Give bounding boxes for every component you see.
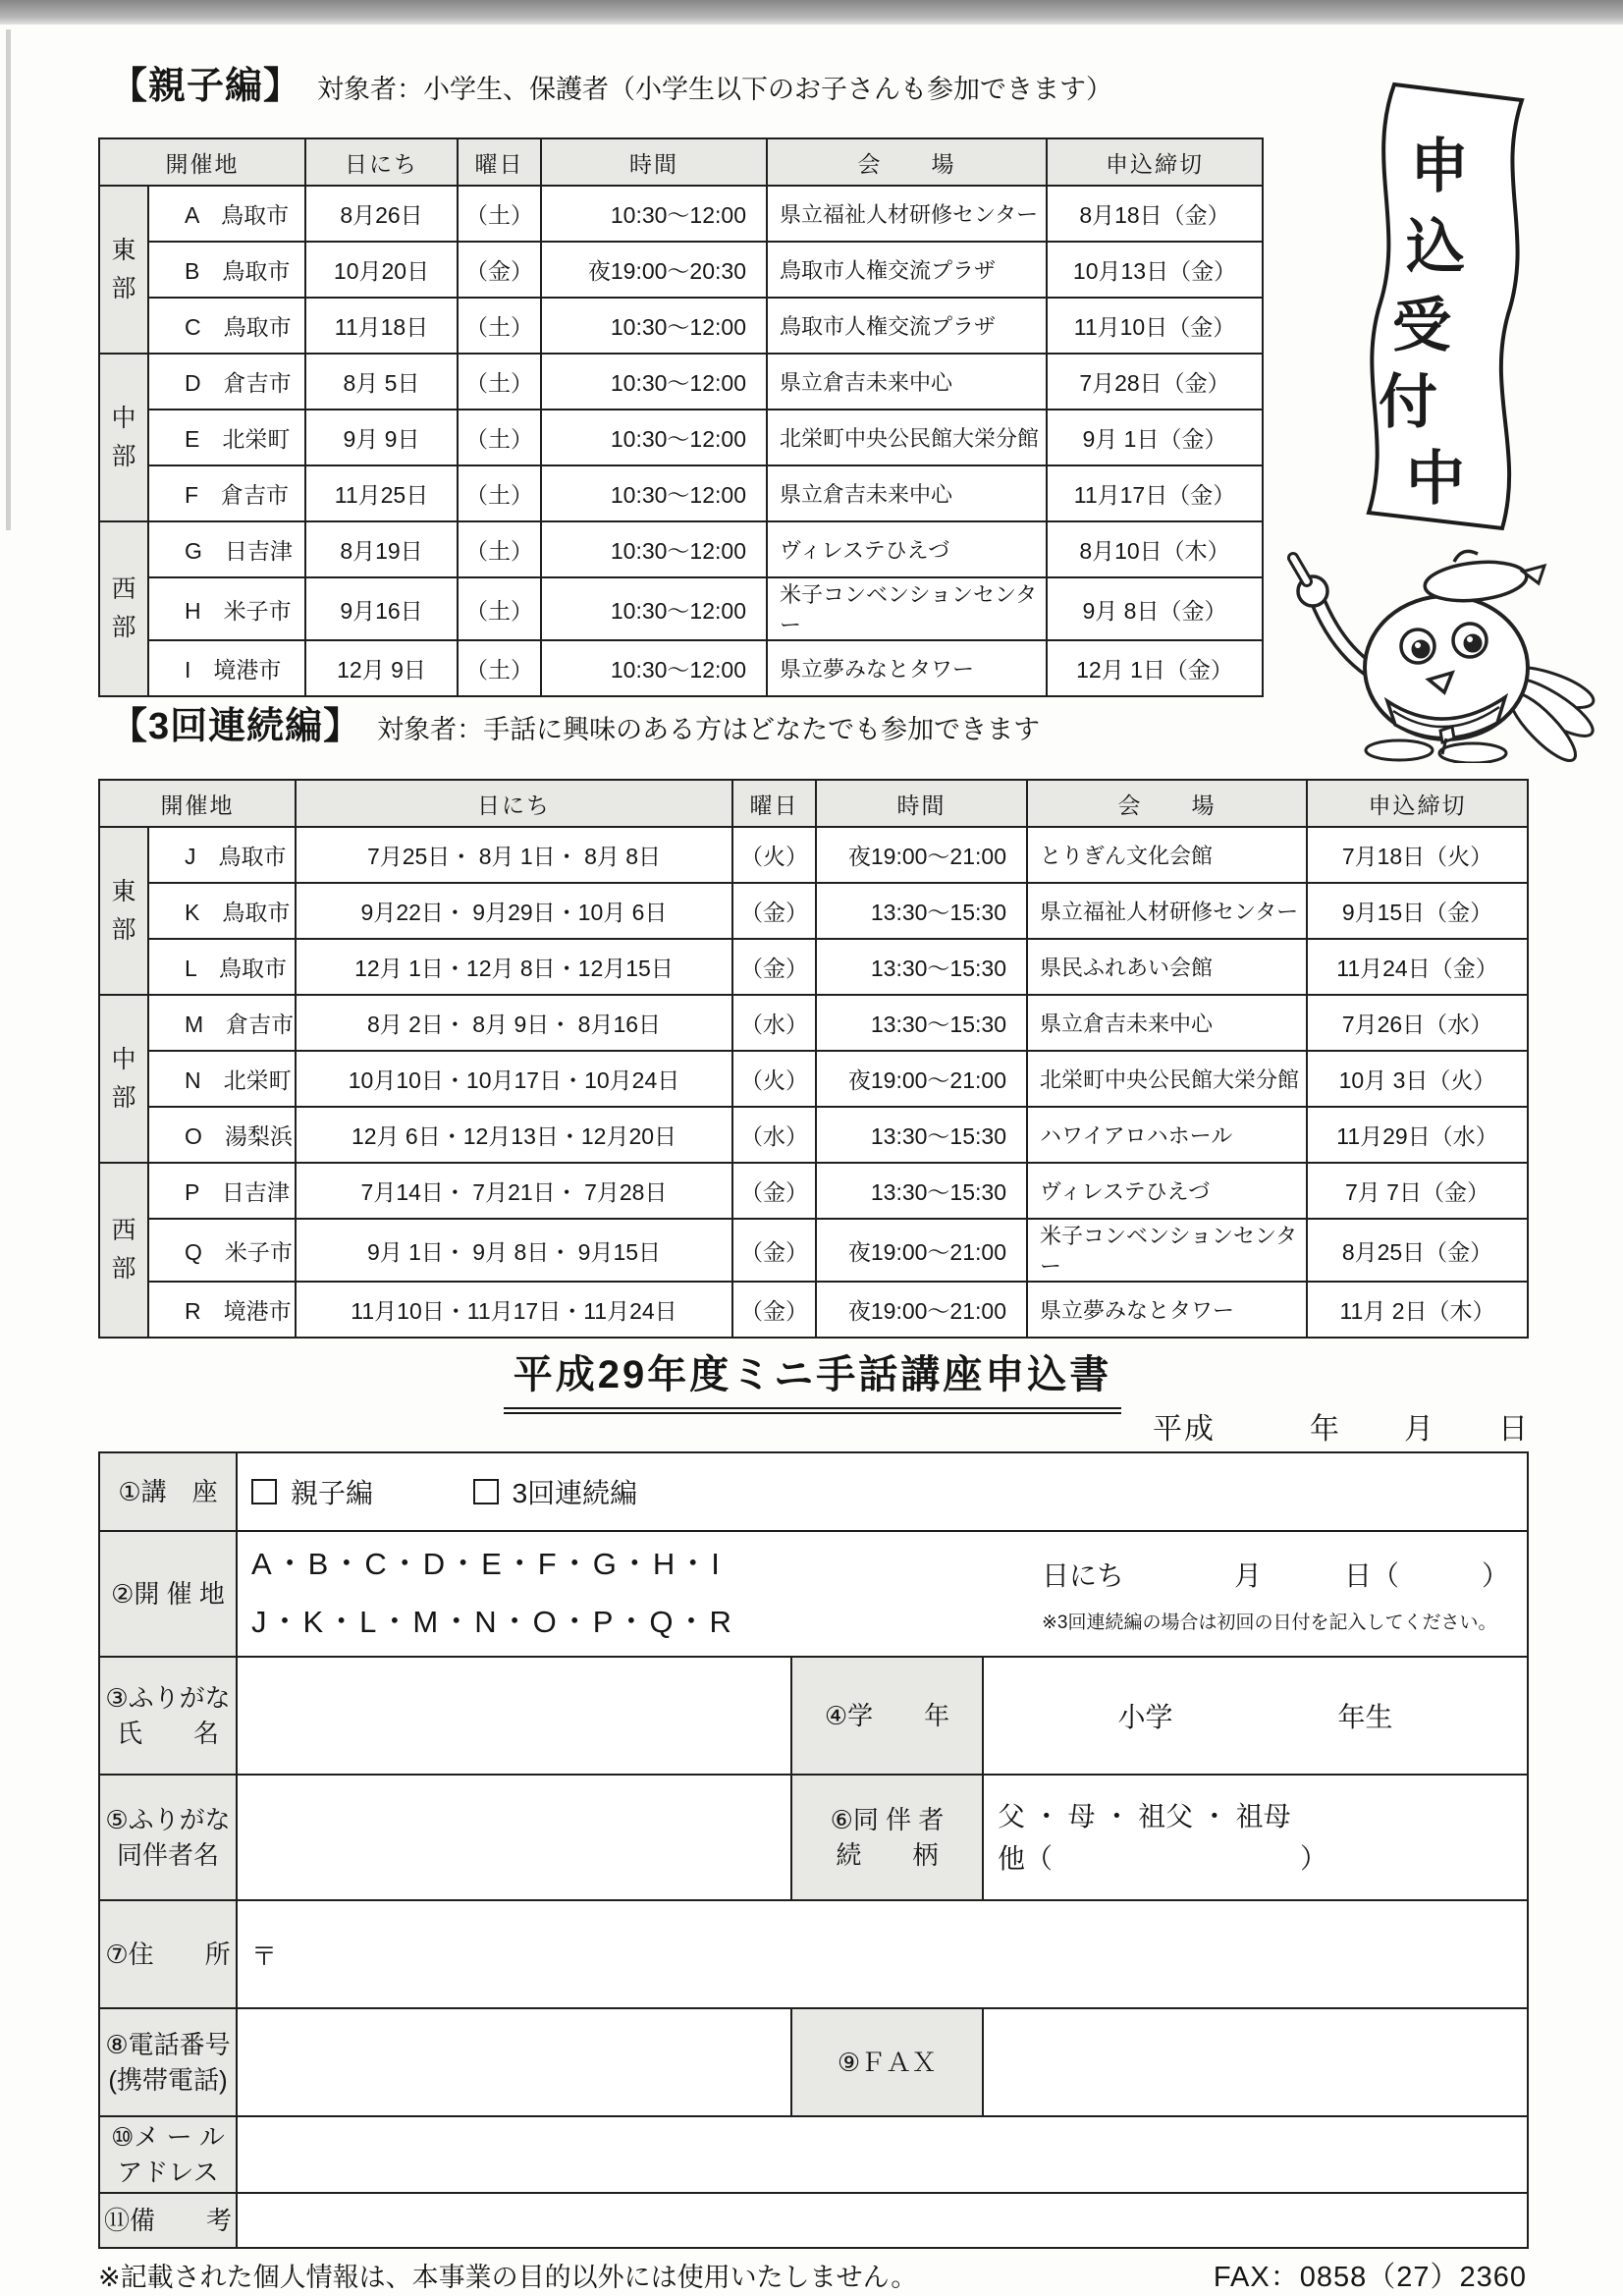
date-cell: 12月 1日・12月 8日・12月15日 <box>296 939 732 995</box>
grade-label: ④学 年 <box>791 1657 983 1775</box>
venue-cell: ヴィレステひえづ <box>767 521 1047 577</box>
place-cell: K 鳥取市 <box>148 883 296 939</box>
schedule-row <box>99 995 1528 1051</box>
region-label: 西 部 <box>99 521 148 696</box>
column-header: 日にち <box>305 138 458 186</box>
relation-options-line2: 他（ ） <box>998 1843 1328 1874</box>
venue-cell: 北栄町中央公民館大栄分館 <box>1027 1051 1307 1107</box>
column-header: 日にち <box>296 780 732 827</box>
weekday-cell: （水） <box>732 995 816 1051</box>
time-cell: 10:30～12:00 <box>541 577 767 640</box>
weekday-cell: （金） <box>732 1219 816 1282</box>
column-header: 曜日 <box>458 138 541 186</box>
weekday-cell: （水） <box>732 1107 816 1163</box>
form-row-companion <box>99 1775 1528 1900</box>
schedule-row <box>99 354 1263 410</box>
schedule-row <box>99 410 1263 465</box>
banner-char: 申 <box>1410 134 1469 199</box>
schedule-row <box>99 640 1263 696</box>
fax-label: ⑨ＦＡＸ <box>791 2008 983 2116</box>
venue-cell: 米子コンベンションセンター <box>1027 1219 1307 1282</box>
venue-cell: 北栄町中央公民館大栄分館 <box>767 410 1047 465</box>
deadline-cell: 10月 3日（火） <box>1307 1051 1528 1107</box>
address-input-cell[interactable] <box>237 1900 1528 2008</box>
phone-input-cell[interactable] <box>237 2008 791 2116</box>
column-header: 会 場 <box>767 138 1047 186</box>
column-header: 会 場 <box>1027 780 1307 827</box>
place-cell: G 日吉津 <box>148 521 305 577</box>
remarks-input-cell[interactable] <box>237 2193 1528 2248</box>
venue-cell: 県立倉吉未来中心 <box>767 465 1047 521</box>
location-letter-choices <box>251 1536 734 1652</box>
date-cell: 8月19日 <box>305 521 458 577</box>
deadline-cell: 10月13日（金） <box>1047 242 1263 298</box>
venue-cell: ヴィレステひえづ <box>1027 1163 1307 1219</box>
date-cell: 12月 6日・12月13日・12月20日 <box>296 1107 732 1163</box>
schedule-row <box>99 1051 1528 1107</box>
form-row-name <box>99 1657 1528 1775</box>
section-oyako-title: 【親子編】 <box>110 66 302 107</box>
place-cell: M 倉吉市 <box>148 995 296 1051</box>
form-row-email <box>99 2116 1528 2193</box>
footer <box>98 2255 1527 2295</box>
column-header: 開催地 <box>99 780 296 827</box>
deadline-cell: 11月10日（金） <box>1047 298 1263 354</box>
postal-mark: 〒 <box>251 1941 278 1971</box>
date-cell: 12月 9日 <box>305 640 458 696</box>
course-label: ①講 座 <box>99 1452 237 1531</box>
time-cell: 13:30～15:30 <box>816 995 1027 1051</box>
section-oyako-heading <box>110 55 1112 109</box>
form-date-line: 平成 年 月 日 <box>1153 1413 1530 1446</box>
venue-cell: 県民ふれあい会館 <box>1027 939 1307 995</box>
date-cell: 7月25日・ 8月 1日・ 8月 8日 <box>296 827 732 883</box>
renzoku-option-label: 3回連続編 <box>512 1478 638 1508</box>
deadline-cell: 9月 1日（金） <box>1047 410 1263 465</box>
weekday-cell: （金） <box>458 242 541 298</box>
time-cell: 10:30～12:00 <box>541 410 767 465</box>
place-cell: A 鳥取市 <box>148 186 305 242</box>
schedule-row <box>99 939 1528 995</box>
course-options-cell <box>237 1452 1528 1531</box>
banner-char: 受 <box>1392 293 1451 358</box>
time-cell: 13:30～15:30 <box>816 939 1027 995</box>
region-label: 中 部 <box>99 354 148 521</box>
deadline-cell: 7月28日（金） <box>1047 354 1263 410</box>
relation-options-cell <box>983 1775 1528 1900</box>
venue-cell: 鳥取市人権交流プラザ <box>767 242 1047 298</box>
deadline-cell: 11月 2日（木） <box>1307 1282 1528 1338</box>
form-title: 平成29年度ミニ手話講座申込書 <box>504 1343 1122 1414</box>
place-cell: D 倉吉市 <box>148 354 305 410</box>
schedule-row <box>99 298 1263 354</box>
region-label: 東 部 <box>99 827 148 995</box>
email-input-cell[interactable] <box>237 2116 1528 2193</box>
place-cell: B 鳥取市 <box>148 242 305 298</box>
location-date-line: 日にち 月 日（ ） <box>1042 1559 1510 1591</box>
date-cell: 8月 5日 <box>305 354 458 410</box>
time-cell: 13:30～15:30 <box>816 1163 1027 1219</box>
region-label: 中 部 <box>99 995 148 1163</box>
renzoku-schedule-table <box>98 779 1529 1339</box>
phone-label-line1: ⑧電話番号 <box>105 2029 231 2059</box>
date-cell: 11月18日 <box>305 298 458 354</box>
application-form <box>98 1451 1529 2249</box>
schedule-row <box>99 883 1528 939</box>
weekday-cell: （金） <box>732 1163 816 1219</box>
time-cell: 夜19:00～21:00 <box>816 1219 1027 1282</box>
location-options-cell <box>237 1531 1528 1657</box>
time-cell: 13:30～15:30 <box>816 883 1027 939</box>
weekday-cell: （土） <box>458 410 541 465</box>
schedule-row <box>99 242 1263 298</box>
venue-cell: ハワイアロハホール <box>1027 1107 1307 1163</box>
form-row-location <box>99 1531 1528 1657</box>
banner-char: 中 <box>1406 446 1465 512</box>
relation-label-line2: 続 柄 <box>836 1840 939 1870</box>
phone-label <box>99 2008 237 2116</box>
column-header: 時間 <box>816 780 1027 827</box>
venue-cell: 県立夢みなとタワー <box>1027 1282 1307 1338</box>
region-label: 西 部 <box>99 1163 148 1338</box>
companion-label <box>99 1775 237 1900</box>
venue-cell: 県立倉吉未来中心 <box>767 354 1047 410</box>
oyako-checkbox[interactable] <box>251 1479 277 1504</box>
place-cell: H 米子市 <box>148 577 305 640</box>
deadline-cell: 11月29日（水） <box>1307 1107 1528 1163</box>
phone-label-line2: (携帯電話) <box>108 2065 228 2095</box>
column-header: 曜日 <box>732 780 816 827</box>
name-input-cell[interactable] <box>237 1657 791 1775</box>
date-cell: 8月 2日・ 8月 9日・ 8月16日 <box>296 995 732 1051</box>
oyako-schedule-table <box>98 137 1264 697</box>
time-cell: 夜19:00～21:00 <box>816 827 1027 883</box>
venue-cell: とりぎん文化会館 <box>1027 827 1307 883</box>
place-cell: J 鳥取市 <box>148 827 296 883</box>
time-cell: 10:30～12:00 <box>541 186 767 242</box>
companion-furigana-label: ⑤ふりがな <box>105 1804 231 1834</box>
place-cell: F 倉吉市 <box>148 465 305 521</box>
name-kanji-label: 氏 名 <box>116 1719 219 1748</box>
date-cell: 7月14日・ 7月21日・ 7月28日 <box>296 1163 732 1219</box>
schedule-row <box>99 827 1528 883</box>
privacy-note: ※記載された個人情報は、本事業の目的以外には使用いたしません。 <box>98 2263 918 2292</box>
venue-cell: 県立夢みなとタワー <box>767 640 1047 696</box>
location-date-note: ※3回連続編の場合は初回の日付を記入してください。 <box>1042 1612 1497 1633</box>
email-label-line1: ⑩メ ー ル <box>111 2121 225 2152</box>
time-cell: 10:30～12:00 <box>541 465 767 521</box>
venue-cell: 米子コンベンションセンター <box>767 577 1047 640</box>
deadline-cell: 11月17日（金） <box>1047 465 1263 521</box>
place-cell: Q 米子市 <box>148 1219 296 1282</box>
weekday-cell: （土） <box>458 298 541 354</box>
weekday-cell: （土） <box>458 186 541 242</box>
section-renzoku-heading <box>110 695 1040 749</box>
date-cell: 11月10日・11月17日・11月24日 <box>296 1282 732 1338</box>
deadline-cell: 9月15日（金） <box>1307 883 1528 939</box>
date-cell: 9月16日 <box>305 577 458 640</box>
venue-cell: 県立倉吉未来中心 <box>1027 995 1307 1051</box>
column-header: 申込締切 <box>1307 780 1528 827</box>
place-cell: C 鳥取市 <box>148 298 305 354</box>
mascot-bird-illustration <box>1271 542 1600 763</box>
section-renzoku-subtitle: 対象者：手話に興味のある方はどなたでも参加できます <box>377 715 1041 744</box>
schedule-row <box>99 1163 1528 1219</box>
date-cell: 9月22日・ 9月29日・10月 6日 <box>296 883 732 939</box>
time-cell: 10:30～12:00 <box>541 640 767 696</box>
deadline-cell: 8月18日（金） <box>1047 186 1263 242</box>
deadline-cell: 9月 8日（金） <box>1047 577 1263 640</box>
email-label <box>99 2116 237 2193</box>
weekday-cell: （金） <box>732 883 816 939</box>
time-cell: 10:30～12:00 <box>541 298 767 354</box>
weekday-cell: （金） <box>732 939 816 995</box>
schedule-row <box>99 521 1263 577</box>
form-row-remarks <box>99 2193 1528 2248</box>
time-cell: 10:30～12:00 <box>541 521 767 577</box>
schedule-row <box>99 186 1263 242</box>
form-row-address <box>99 1900 1528 2008</box>
region-label: 東 部 <box>99 186 148 354</box>
address-label: ⑦住 所 <box>99 1900 237 2008</box>
email-label-line2: アドレス <box>117 2158 219 2187</box>
grade-value-cell[interactable]: 小学 年生 <box>983 1657 1528 1775</box>
weekday-cell: （火） <box>732 1051 816 1107</box>
venue-cell: 県立福祉人材研修センター <box>1027 883 1307 939</box>
remarks-label: ⑪備 考 <box>99 2193 237 2248</box>
time-cell: 13:30～15:30 <box>816 1107 1027 1163</box>
deadline-cell: 8月25日（金） <box>1307 1219 1528 1282</box>
name-label <box>99 1657 237 1775</box>
relation-label <box>791 1775 983 1900</box>
date-cell: 10月10日・10月17日・10月24日 <box>296 1051 732 1107</box>
fax-input-cell[interactable] <box>983 2008 1528 2116</box>
schedule-row <box>99 1107 1528 1163</box>
place-cell: R 境港市 <box>148 1282 296 1338</box>
fax-number: FAX：0858（27）2360 <box>1213 2262 1527 2293</box>
time-cell: 10:30～12:00 <box>541 354 767 410</box>
column-header: 時間 <box>541 138 767 186</box>
deadline-cell: 12月 1日（金） <box>1047 640 1263 696</box>
place-cell: N 北栄町 <box>148 1051 296 1107</box>
schedule-row <box>99 1282 1528 1338</box>
time-cell: 夜19:00～20:30 <box>541 242 767 298</box>
scan-edge-artifact <box>0 0 1623 25</box>
deadline-cell: 7月 7日（金） <box>1307 1163 1528 1219</box>
date-cell: 9月 9日 <box>305 410 458 465</box>
oyako-option-label: 親子編 <box>291 1478 374 1508</box>
date-cell: 8月26日 <box>305 186 458 242</box>
location-date-block <box>1042 1555 1513 1634</box>
form-row-course <box>99 1452 1528 1531</box>
form-row-phone <box>99 2008 1528 2116</box>
companion-name-label: 同伴者名 <box>116 1840 219 1870</box>
place-cell: E 北栄町 <box>148 410 305 465</box>
name-furigana-label: ③ふりがな <box>105 1682 231 1713</box>
deadline-cell: 7月26日（水） <box>1307 995 1528 1051</box>
banner-char: 込 <box>1406 214 1465 280</box>
relation-options-line1: 父 ・ 母 ・ 祖父 ・ 祖母 <box>998 1800 1291 1831</box>
companion-input-cell[interactable] <box>237 1775 791 1900</box>
location-letters-row1: A・B・C・D・E・F・G・H・I <box>251 1547 723 1582</box>
section-renzoku-title: 【3回連続編】 <box>110 706 362 747</box>
date-cell: 9月 1日・ 9月 8日・ 9月15日 <box>296 1219 732 1282</box>
deadline-cell: 8月10日（木） <box>1047 521 1263 577</box>
renzoku-checkbox[interactable] <box>473 1479 499 1504</box>
weekday-cell: （土） <box>458 521 541 577</box>
time-cell: 夜19:00～21:00 <box>816 1051 1027 1107</box>
venue-cell: 鳥取市人権交流プラザ <box>767 298 1047 354</box>
place-cell: O 湯梨浜 <box>148 1107 296 1163</box>
weekday-cell: （土） <box>458 640 541 696</box>
place-cell: P 日吉津 <box>148 1163 296 1219</box>
scan-edge-artifact-left <box>6 29 11 530</box>
weekday-cell: （土） <box>458 354 541 410</box>
venue-cell: 県立福祉人材研修センター <box>767 186 1047 242</box>
schedule-row <box>99 1219 1528 1282</box>
deadline-cell: 7月18日（火） <box>1307 827 1528 883</box>
section-oyako-subtitle: 対象者：小学生、保護者（小学生以下のお子さんも参加できます） <box>317 75 1113 104</box>
date-cell: 10月20日 <box>305 242 458 298</box>
banner-char: 付 <box>1379 369 1437 435</box>
location-letters-row2: J・K・L・M・N・O・P・Q・R <box>251 1605 734 1639</box>
deadline-cell: 11月24日（金） <box>1307 939 1528 995</box>
date-cell: 11月25日 <box>305 465 458 521</box>
time-cell: 夜19:00～21:00 <box>816 1282 1027 1338</box>
accepting-applications-banner <box>1314 71 1542 544</box>
column-header: 開催地 <box>99 138 305 186</box>
weekday-cell: （土） <box>458 577 541 640</box>
schedule-row <box>99 465 1263 521</box>
weekday-cell: （土） <box>458 465 541 521</box>
relation-label-line1: ⑥同 伴 者 <box>830 1804 945 1834</box>
place-cell: I 境港市 <box>148 640 305 696</box>
place-cell: L 鳥取市 <box>148 939 296 995</box>
location-label: ②開 催 地 <box>99 1531 237 1657</box>
schedule-row <box>99 577 1263 640</box>
weekday-cell: （火） <box>732 827 816 883</box>
weekday-cell: （金） <box>732 1282 816 1338</box>
column-header: 申込締切 <box>1047 138 1263 186</box>
